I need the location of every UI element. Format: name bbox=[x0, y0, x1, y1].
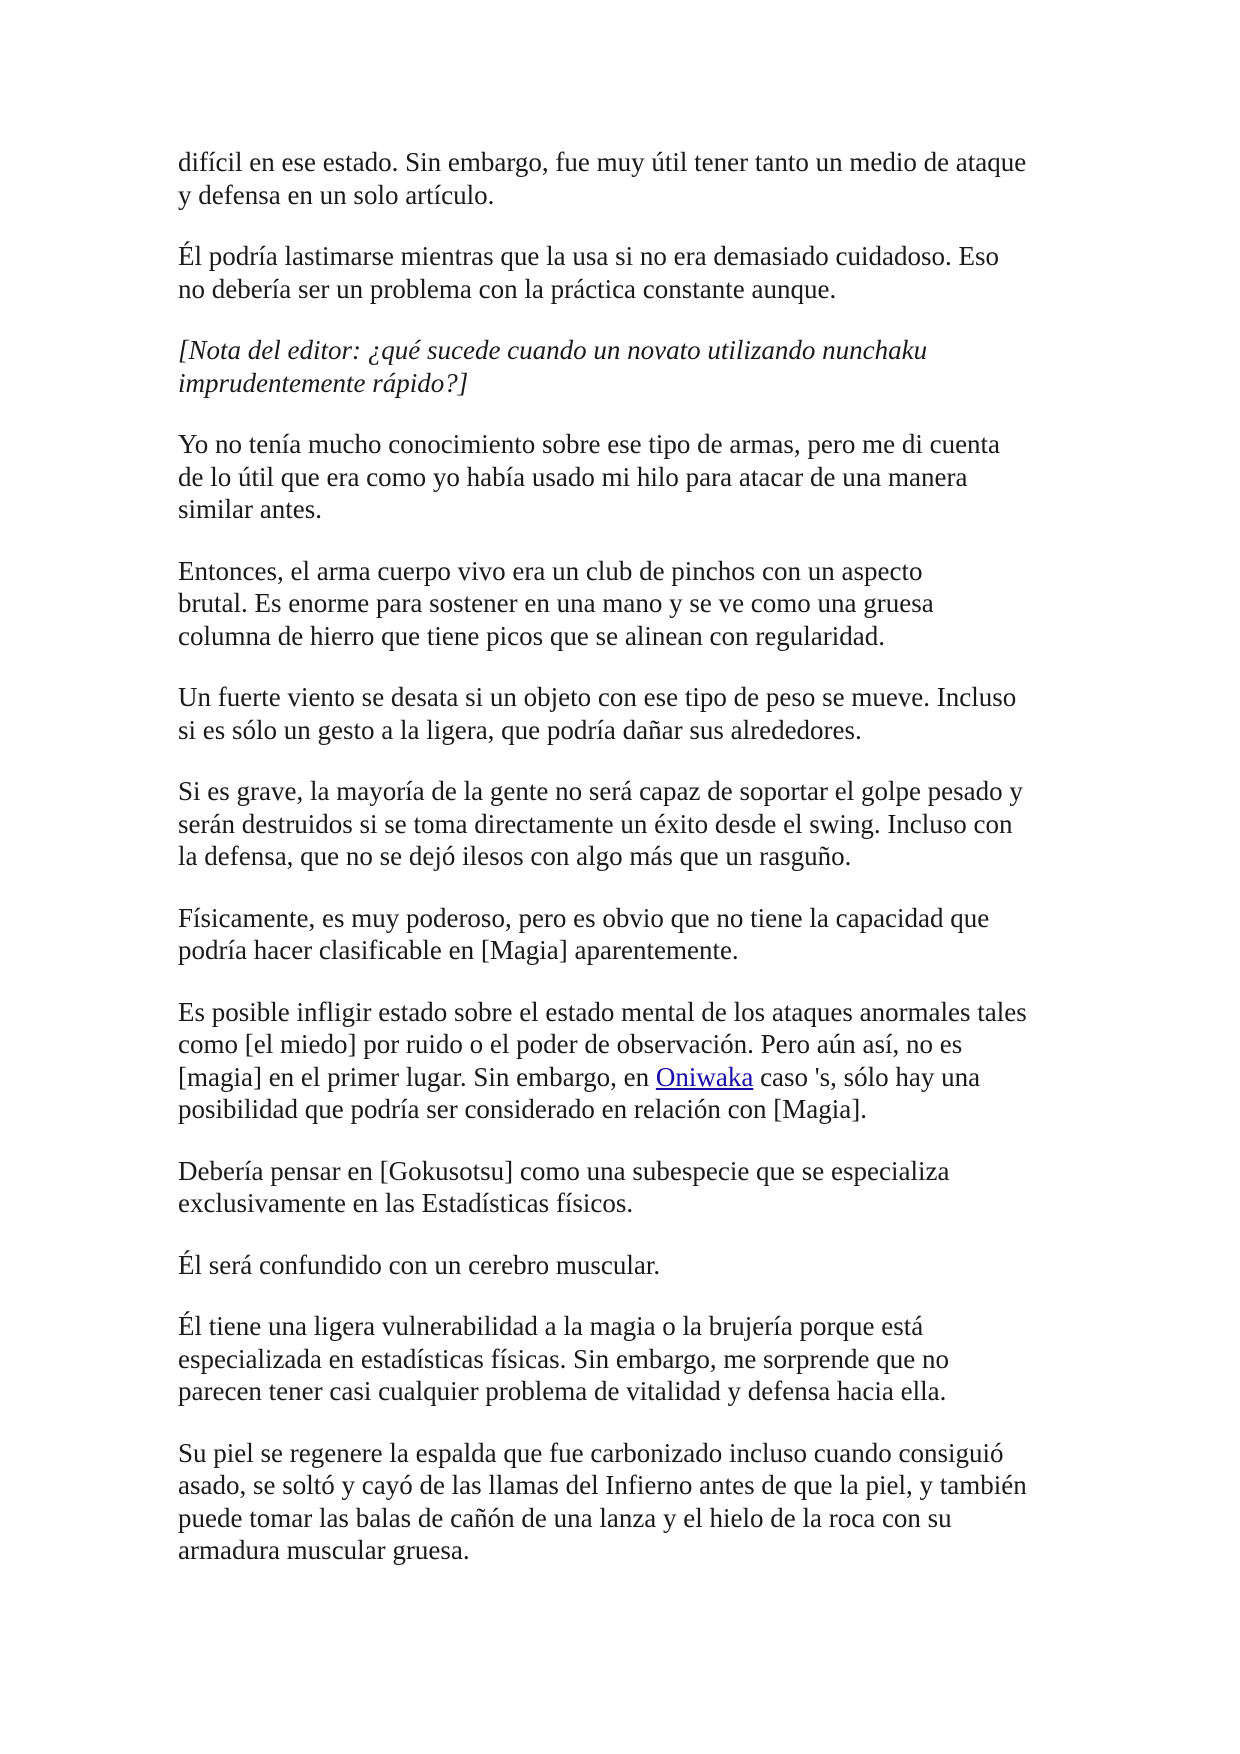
text-line: Él podría lastimarse mientras que la usa si no era demasiado cuidadoso. Eso bbox=[178, 241, 1000, 271]
paragraph-2 bbox=[178, 240, 1078, 305]
paragraph-5 bbox=[178, 555, 1078, 653]
text-line: Yo no tenía mucho conocimiento sobre ese tipo de armas, pero me di cuenta bbox=[178, 429, 1001, 459]
text-segment: [magia] en el primer lugar. Sin embargo, en bbox=[178, 1061, 656, 1092]
text-line: imprudentemente rápido?] bbox=[178, 367, 469, 398]
text-line: como [el miedo] por ruido o el poder de observación. Pero aún así, no es bbox=[178, 1029, 963, 1059]
text-line: la defensa, que no se dejó ilesos con algo más que un rasguño. bbox=[178, 841, 852, 871]
text-line: no debería ser un problema con la práctica constante aunque. bbox=[178, 273, 837, 304]
text-line: Él será confundido con un cerebro muscular. bbox=[178, 1249, 661, 1280]
text-line: Debería pensar en [Gokusotsu] como una subespecie que se especializa bbox=[178, 1155, 950, 1186]
document-page bbox=[178, 146, 1078, 1596]
text-line: similar antes. bbox=[178, 494, 322, 524]
paragraph-11 bbox=[178, 1249, 1078, 1282]
text-segment: caso 's, sólo hay una bbox=[753, 1061, 981, 1092]
paragraph-6 bbox=[178, 681, 1078, 746]
paragraph-4 bbox=[178, 428, 1078, 526]
text-line: podría hacer clasificable en [Magia] aparentemente. bbox=[178, 935, 739, 965]
paragraph-1 bbox=[178, 146, 1078, 211]
paragraph-8 bbox=[178, 902, 1078, 967]
editor-note bbox=[178, 334, 1078, 399]
text-line: parecen tener casi cualquier problema de vitalidad y defensa hacia ella. bbox=[178, 1376, 947, 1406]
paragraph-13 bbox=[178, 1437, 1078, 1567]
oniwaka-link[interactable]: Oniwaka bbox=[655, 1061, 754, 1092]
text-line: puede tomar las balas de cañón de una lanza y el hielo de la roca con su bbox=[178, 1502, 952, 1533]
paragraph-7 bbox=[178, 775, 1078, 873]
text-line: de lo útil que era como yo había usado mi hilo para atacar de una manera bbox=[178, 461, 968, 492]
text-line: Es posible infligir estado sobre el estado mental de los ataques anormales tales bbox=[178, 996, 1027, 1027]
text-line: asado, se soltó y cayó de las llamas del Infierno antes de que la piel, y también bbox=[178, 1470, 1027, 1500]
text-line: Un fuerte viento se desata si un objeto con ese tipo de peso se mueve. Incluso bbox=[178, 682, 1017, 712]
paragraph-12 bbox=[178, 1310, 1078, 1408]
text-line: especializada en estadísticas físicas. Sin embargo, me sorprende que no bbox=[178, 1343, 949, 1374]
text-line: y defensa en un solo artículo. bbox=[178, 179, 495, 210]
text-line: Su piel se regenere la espalda que fue carbonizado incluso cuando consiguió bbox=[178, 1437, 1004, 1468]
text-line: serán destruidos si se toma directamente un éxito desde el swing. Incluso con bbox=[178, 808, 1013, 839]
text-line: columna de hierro que tiene picos que se alinean con regularidad. bbox=[178, 620, 885, 651]
paragraph-10 bbox=[178, 1155, 1078, 1220]
paragraph-9 bbox=[178, 996, 1078, 1126]
text-line: [Nota del editor: ¿qué sucede cuando un novato utilizando nunchaku bbox=[178, 335, 928, 365]
text-line: brutal. Es enorme para sostener en una mano y se ve como una gruesa bbox=[178, 588, 934, 618]
text-line: Si es grave, la mayoría de la gente no será capaz de soportar el golpe pesado y bbox=[178, 776, 1023, 806]
text-line: si es sólo un gesto a la ligera, que podría dañar sus alrededores. bbox=[178, 714, 862, 745]
text-line: exclusivamente en las Estadísticas físicos. bbox=[178, 1188, 634, 1218]
text-line: Él tiene una ligera vulnerabilidad a la magia o la brujería porque está bbox=[178, 1311, 924, 1341]
text-line: difícil en ese estado. Sin embargo, fue muy útil tener tanto un medio de ataque bbox=[178, 147, 1027, 177]
text-line: armadura muscular gruesa. bbox=[178, 1535, 470, 1565]
text-line: Entonces, el arma cuerpo vivo era un club de pinchos con un aspecto bbox=[178, 555, 923, 586]
text-line: Físicamente, es muy poderoso, pero es obvio que no tiene la capacidad que bbox=[178, 902, 990, 933]
text-line: posibilidad que podría ser considerado en relación con [Magia]. bbox=[178, 1094, 868, 1124]
